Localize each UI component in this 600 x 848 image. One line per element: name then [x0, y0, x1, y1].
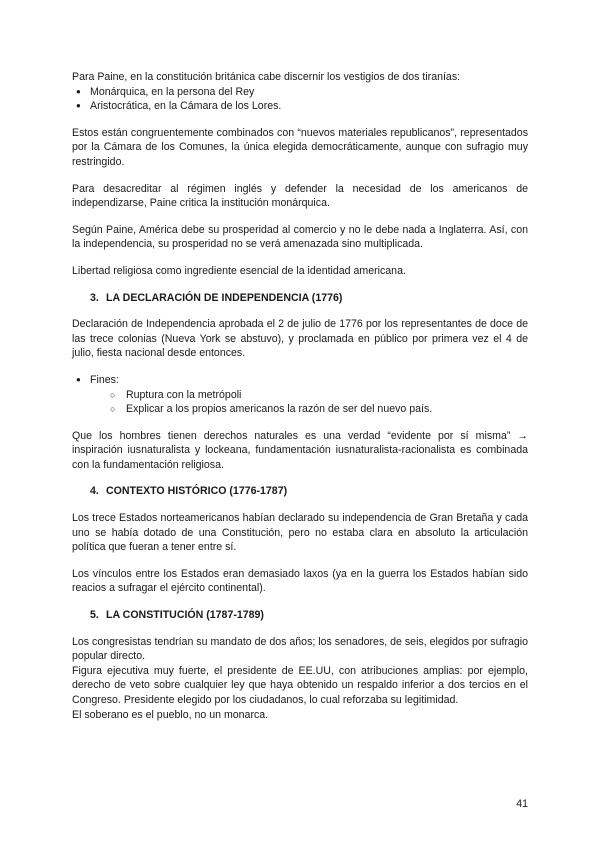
section-title: LA DECLARACIÓN DE INDEPENDENCIA (1776) — [106, 291, 343, 304]
list-item: ○ Ruptura con la metrópoli — [110, 388, 528, 403]
paragraph: Libertad religiosa como ingrediente esencial de la identidad americana. — [72, 264, 406, 277]
paragraph: El soberano es el pueblo, no un monarca. — [72, 708, 269, 721]
paragraph: Los congresistas tendrían su mandato de dos años; los senadores, de seis, elegidos por sufragio popular directo. — [72, 635, 528, 663]
paragraph: Declaración de Independencia aprobada el 2 de julio de 1776 por los representantes de doce de las trece colonias (Nueva York se abstuvo), y proclamada en público por primera vez el 4 de julio, fiesta nacional desde entonces. — [72, 318, 528, 360]
section-number: 3. — [90, 291, 99, 304]
list-item: ○ Explicar a los propios americanos la razón de ser del nuevo país. — [110, 402, 528, 417]
section-title: CONTEXTO HISTÓRICO (1776-1787) — [106, 485, 288, 498]
list-item: ● Aristocrática, en la Cámara de los Lores. — [72, 99, 528, 114]
fines-list — [72, 373, 528, 388]
section-4-heading — [72, 484, 528, 499]
fines-sublist — [72, 388, 528, 417]
section-title: LA CONSTITUCIÓN (1787-1789) — [106, 609, 264, 622]
tyrannies-list — [72, 85, 528, 114]
document-page — [72, 70, 528, 722]
list-item: ● Monárquica, en la persona del Rey — [72, 85, 528, 100]
paragraph: Estos están congruentemente combinados con “nuevos materiales republicanos”, representados por la Cámara de los Comunes, la única elegida democráticamente, aunque con sufragio muy restringido. — [72, 126, 528, 168]
paragraph: Figura ejecutiva muy fuerte, el presidente de EE.UU, con atribuciones amplias: por ejemplo, derecho de veto sobre cualquier ley que haya obtenido un respaldo inferior a dos tercios en el Congreso. Presidente elegido por los ciudadanos, lo cual reforzaba su legitimidad. — [72, 664, 528, 706]
paine-intro: Para Paine, en la constitución británica cabe discernir los vestigios de dos tiranías: — [72, 71, 461, 83]
page-number: 41 — [516, 798, 528, 810]
list-item: ● Fines: — [72, 373, 528, 388]
paragraph: Según Paine, América debe su prosperidad al comercio y no le debe nada a Inglaterra. Así, con la independencia, su prosperidad no se verá amenazada sino multiplicada. — [72, 223, 528, 251]
section-5-heading — [72, 608, 528, 623]
section-3-heading — [72, 291, 528, 306]
section-number: 5. — [90, 609, 99, 622]
paragraph: Que los hombres tienen derechos naturales es una verdad “evidente por sí misma” → inspiración iusnaturalista y lockeana, fundamentación iusnaturalista-racionalista es combinada con la fundamentación religiosa. — [72, 429, 528, 471]
paragraph: Los trece Estados norteamericanos habían declarado su independencia de Gran Bretaña y cada uno se había dotado de una Constitución, pero no estaba clara en absoluto la articulación política que fueran a tener entre sí. — [72, 512, 528, 554]
paragraph: Los vínculos entre los Estados eran demasiado laxos (ya en la guerra los Estados habían sido reacios a sufragar el ejército continental). — [72, 567, 528, 595]
paragraph: Para desacreditar al régimen inglés y defender la necesidad de los americanos de independizarse, Paine critica la institución monárquica. — [72, 182, 528, 210]
section-number: 4. — [90, 485, 99, 498]
